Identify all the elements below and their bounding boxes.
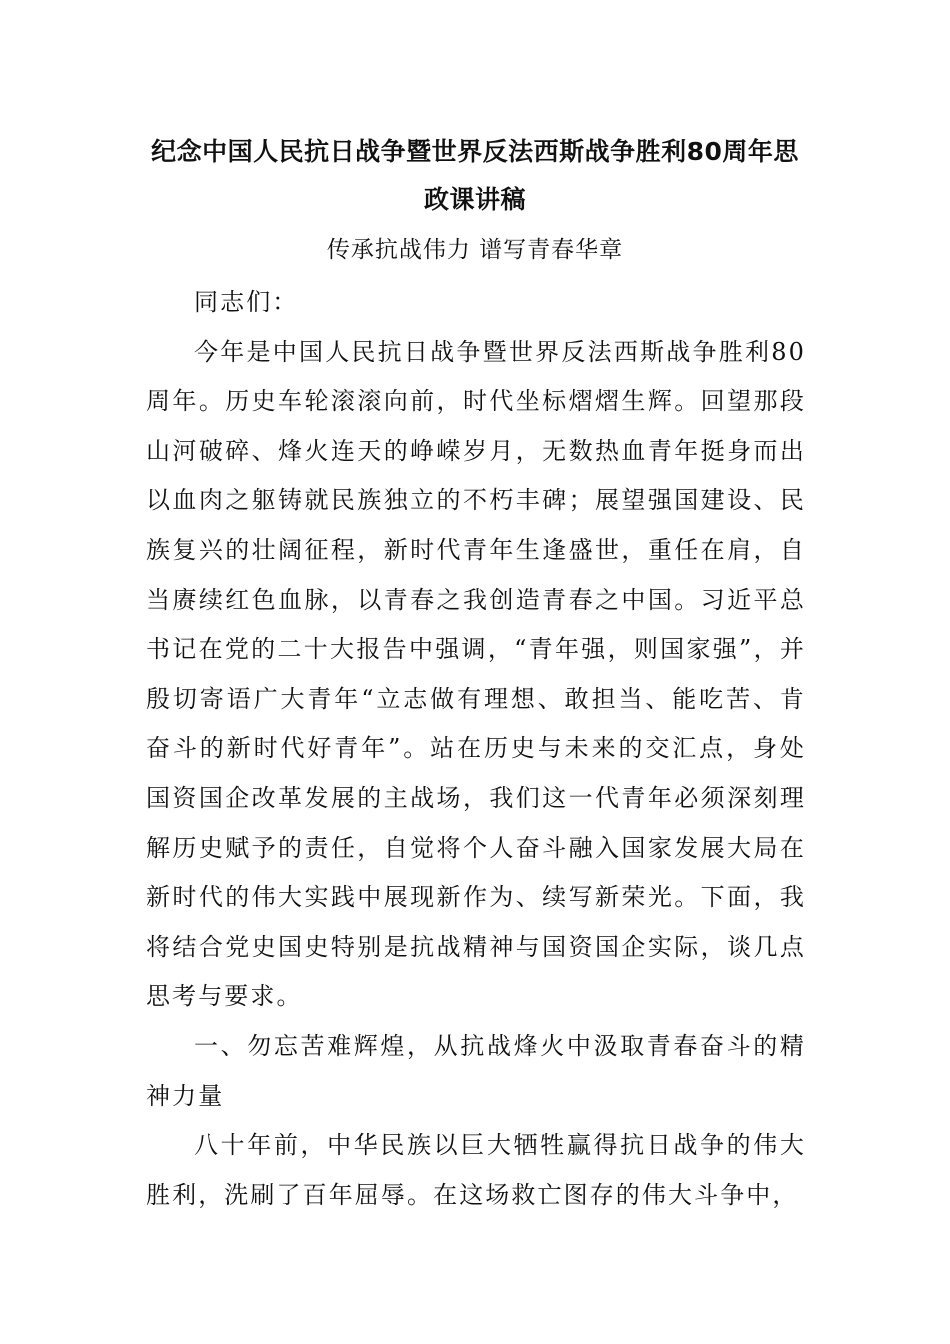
section-heading-1: 一、勿忘苦难辉煌，从抗战烽火中汲取青春奋斗的精神力量 bbox=[146, 1031, 806, 1110]
intro-paragraph: 今年是中国人民抗日战争暨世界反法西斯战争胜利80周年。历史车轮滚滚向前，时代坐标熠熠生辉。回望那段山河破碎、烽火连天的峥嵘岁月，无数热血青年挺身而出以血肉之躯铸就民族独立的不朽丰碑；展望强国建设、民族复兴的壮阔征程，新时代青年生逢盛世，重任在肩，自当赓续红色血脉，以青春之我创造青春之中国。习近平总书记在党的二十大报告中强调，“青年强，则国家强”，并殷切寄语广大青年“立志做有理想、敢担当、能吃苦、肯奋斗的新时代好青年”。站在历史与未来的交汇点，身处国资国企改革发展的主战场，我们这一代青年必须深刻理解历史赋予的责任，自觉将个人奋斗融入国家发展大局在新时代的伟大实践中展现新作为、续写新荣光。下面，我将结合党史国史特别是抗战精神与国资国企实际，谈几点思考与要求。 bbox=[146, 337, 806, 1011]
section-paragraph-1: 八十年前，中华民族以巨大牺牲赢得抗日战争的伟大胜利，洗刷了百年屈辱。在这场救亡图存的伟大斗争中， bbox=[146, 1131, 806, 1209]
document-body bbox=[146, 278, 806, 1220]
salutation: 同志们： bbox=[194, 288, 299, 316]
document-subtitle: 传承抗战伟力 谱写青春华章 bbox=[326, 237, 624, 263]
document-title: 纪念中国人民抗日战争暨世界反法西斯战争胜利80周年思政课讲稿 bbox=[151, 137, 799, 214]
